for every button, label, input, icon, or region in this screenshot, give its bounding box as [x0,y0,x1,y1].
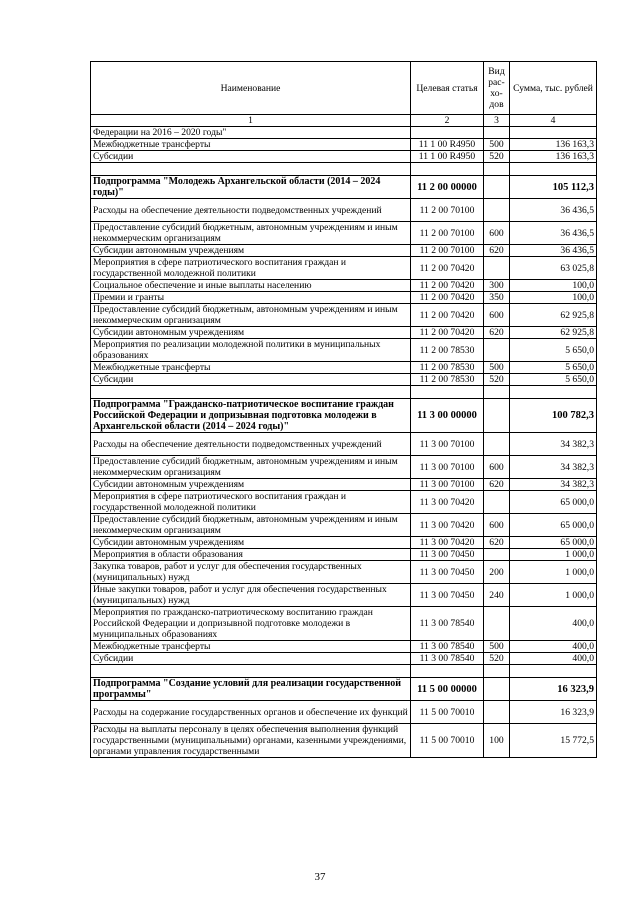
row-name: Расходы на выплаты персоналу в целях обеспечения выполнения функций государственными (муниципальными) органами, казенными учреждениями, органами управления государственными [91,724,411,758]
row-name: Субсидии автономным учреждениям [91,479,411,491]
page-number: 37 [314,871,326,883]
subprogram-name: Подпрограмма "Молодежь Архангельской области (2014 – 2024 годы)" [91,176,411,199]
row-type [484,701,510,724]
subprogram-type [484,399,510,433]
subprogram-row [91,399,597,433]
row-code: 11 3 00 70100 [411,479,484,491]
table-row [91,607,597,641]
row-type: 620 [484,327,510,339]
row-sum: 15 772,5 [510,724,597,758]
row-name: Иные закупки товаров, работ и услуг для обеспечения государственных (муниципальных) нужд [91,584,411,607]
row-sum: 136 163,3 [510,151,597,163]
row-type: 520 [484,151,510,163]
row-code: 11 1 00 R4950 [411,139,484,151]
row-sum: 63 025,8 [510,257,597,280]
table-row [91,549,597,561]
row-type [484,199,510,222]
row-code: 11 2 00 78530 [411,339,484,362]
subprogram-sum: 100 782,3 [510,399,597,433]
row-sum: 34 382,3 [510,479,597,491]
row-code: 11 2 00 70420 [411,280,484,292]
column-number: 3 [484,115,510,127]
column-number: 2 [411,115,484,127]
row-sum: 36 436,5 [510,199,597,222]
row-code: 11 2 00 70420 [411,292,484,304]
row-type [484,607,510,641]
row-code: 11 2 00 70420 [411,257,484,280]
row-code [411,127,484,139]
row-name: Расходы на содержание государственных органов и обеспечение их функций [91,701,411,724]
row-name: Субсидии автономным учреждениям [91,327,411,339]
row-code: 11 3 00 70450 [411,561,484,584]
table-row [91,292,597,304]
row-sum: 65 000,0 [510,514,597,537]
row-sum: 16 323,9 [510,701,597,724]
row-code: 11 5 00 70010 [411,701,484,724]
row-sum: 34 382,3 [510,433,597,456]
row-code: 11 2 00 70100 [411,199,484,222]
row-sum: 36 436,5 [510,245,597,257]
table-row [91,653,597,665]
row-sum: 400,0 [510,653,597,665]
row-type: 300 [484,280,510,292]
table-row [91,537,597,549]
row-name: Межбюджетные трансферты [91,139,411,151]
table-row [91,479,597,491]
row-name: Предоставление субсидий бюджетным, автономным учреждениям и иным некоммерческим организациям [91,456,411,479]
row-name: Премии и гранты [91,292,411,304]
table-row [91,362,597,374]
row-sum: 100,0 [510,292,597,304]
row-type: 620 [484,479,510,491]
subprogram-name: Подпрограмма "Гражданско-патриотическое воспитание граждан Российской Федерации и допризывная подготовка молодежи в Архангельской области (2014 – 2024 годы)" [91,399,411,433]
row-code: 11 3 00 78540 [411,653,484,665]
row-sum: 400,0 [510,641,597,653]
table-row [91,584,597,607]
row-code: 11 3 00 70100 [411,433,484,456]
table-row [91,139,597,151]
row-code: 11 3 00 78540 [411,641,484,653]
row-sum [510,127,597,139]
row-sum: 34 382,3 [510,456,597,479]
budget-table [90,61,597,758]
row-sum: 400,0 [510,607,597,641]
subprogram-row [91,678,597,701]
row-code: 11 3 00 70420 [411,537,484,549]
row-name: Расходы на обеспечение деятельности подведомственных учреждений [91,199,411,222]
subprogram-sum: 105 112,3 [510,176,597,199]
column-number-row [91,115,597,127]
row-type: 600 [484,514,510,537]
spacer-row [91,386,597,399]
row-name: Предоставление субсидий бюджетным, автономным учреждениям и иным некоммерческим организациям [91,304,411,327]
row-code: 11 3 00 70450 [411,549,484,561]
row-type: 100 [484,724,510,758]
spacer-row [91,163,597,176]
table-row [91,374,597,386]
row-type: 500 [484,139,510,151]
subprogram-code: 11 5 00 00000 [411,678,484,701]
table-row [91,514,597,537]
table-row [91,304,597,327]
subprogram-code: 11 2 00 00000 [411,176,484,199]
table-row [91,561,597,584]
row-name: Межбюджетные трансферты [91,362,411,374]
row-type: 620 [484,245,510,257]
header-type: Вид рас-хо-дов [484,62,510,115]
table-row [91,257,597,280]
row-type: 520 [484,653,510,665]
row-name: Мероприятия по гражданско-патриотическому воспитанию граждан Российской Федерации и допризывной подготовке молодежи в муниципальных образованиях [91,607,411,641]
row-sum: 5 650,0 [510,362,597,374]
table-row [91,339,597,362]
row-code: 11 3 00 70420 [411,514,484,537]
row-code: 11 3 00 78540 [411,607,484,641]
row-name: Предоставление субсидий бюджетным, автономным учреждениям и иным некоммерческим организациям [91,514,411,537]
subprogram-row [91,176,597,199]
row-type [484,433,510,456]
row-type: 620 [484,537,510,549]
row-name: Субсидии автономным учреждениям [91,245,411,257]
row-type: 500 [484,362,510,374]
row-name: Субсидии [91,374,411,386]
subprogram-code: 11 3 00 00000 [411,399,484,433]
table-row [91,222,597,245]
row-name: Мероприятия в сфере патриотического воспитания граждан и государственной молодежной политики [91,257,411,280]
row-code: 11 3 00 70450 [411,584,484,607]
table-row [91,433,597,456]
row-sum: 65 000,0 [510,491,597,514]
row-name: Предоставление субсидий бюджетным, автономным учреждениям и иным некоммерческим организациям [91,222,411,245]
row-sum: 1 000,0 [510,561,597,584]
subprogram-type [484,678,510,701]
row-name: Субсидии [91,653,411,665]
row-sum: 36 436,5 [510,222,597,245]
row-type [484,339,510,362]
row-type [484,257,510,280]
subprogram-name: Подпрограмма "Создание условий для реализации государственной программы" [91,678,411,701]
table-row [91,280,597,292]
row-sum: 5 650,0 [510,374,597,386]
row-sum: 1 000,0 [510,549,597,561]
row-type [484,549,510,561]
row-name: Социальное обеспечение и иные выплаты населению [91,280,411,292]
row-code: 11 3 00 70420 [411,491,484,514]
row-type: 600 [484,456,510,479]
row-code: 11 2 00 70420 [411,304,484,327]
row-code: 11 5 00 70010 [411,724,484,758]
spacer-row [91,665,597,678]
table-header-row [91,62,597,115]
row-name: Расходы на обеспечение деятельности подведомственных учреждений [91,433,411,456]
row-sum: 65 000,0 [510,537,597,549]
row-sum: 62 925,8 [510,327,597,339]
header-name: Наименование [91,62,411,115]
table-row [91,127,597,139]
row-name: Мероприятия в области образования [91,549,411,561]
row-sum: 136 163,3 [510,139,597,151]
table-row [91,491,597,514]
row-name: Мероприятия по реализации молодежной политики в муниципальных образованиях [91,339,411,362]
row-type: 500 [484,641,510,653]
header-code: Целевая статья [411,62,484,115]
table-row [91,456,597,479]
column-number: 4 [510,115,597,127]
subprogram-sum: 16 323,9 [510,678,597,701]
table-row [91,641,597,653]
table-row [91,245,597,257]
table-row [91,701,597,724]
subprogram-type [484,176,510,199]
table-row [91,327,597,339]
row-name: Федерации на 2016 – 2020 годы" [91,127,411,139]
row-type [484,491,510,514]
table-row [91,151,597,163]
row-type: 240 [484,584,510,607]
header-sum: Сумма, тыс. рублей [510,62,597,115]
row-name: Закупка товаров, работ и услуг для обеспечения государственных (муниципальных) нужд [91,561,411,584]
row-code: 11 2 00 70100 [411,222,484,245]
table-row [91,724,597,758]
row-sum: 100,0 [510,280,597,292]
row-sum: 62 925,8 [510,304,597,327]
row-code: 11 2 00 78530 [411,362,484,374]
row-type: 350 [484,292,510,304]
row-code: 11 1 00 R4950 [411,151,484,163]
row-name: Мероприятия в сфере патриотического воспитания граждан и государственной молодежной политики [91,491,411,514]
row-name: Субсидии [91,151,411,163]
row-name: Межбюджетные трансферты [91,641,411,653]
table-row [91,199,597,222]
row-type [484,127,510,139]
row-sum: 5 650,0 [510,339,597,362]
row-code: 11 2 00 78530 [411,374,484,386]
row-type: 200 [484,561,510,584]
row-type: 520 [484,374,510,386]
row-code: 11 3 00 70100 [411,456,484,479]
row-code: 11 2 00 70100 [411,245,484,257]
row-name: Субсидии автономным учреждениям [91,537,411,549]
row-sum: 1 000,0 [510,584,597,607]
row-type: 600 [484,222,510,245]
row-code: 11 2 00 70420 [411,327,484,339]
column-number: 1 [91,115,411,127]
row-type: 600 [484,304,510,327]
